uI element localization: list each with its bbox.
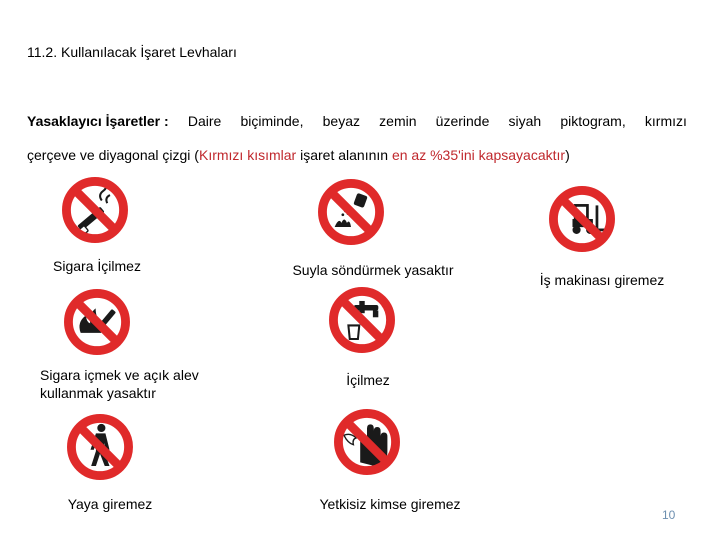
intro-word: üzerinde [435, 113, 490, 129]
intro-word: kırmızı [644, 113, 687, 129]
not-drinkable-icon [328, 286, 396, 354]
highlight-red-parts: Kırmızı kısımlar [198, 147, 297, 163]
no-pedestrians-icon [66, 413, 134, 481]
sign-caption: Sigara içmek ve açık alev kullanmak yasaktır [40, 367, 199, 401]
intro-word: piktogram, [560, 113, 626, 129]
intro-colon: : [164, 113, 169, 129]
intro-word: siyah [508, 113, 542, 129]
no-unauthorized-entry-icon [333, 408, 401, 476]
intro-word: Daire [187, 113, 222, 129]
page-heading: 11.2. Kullanılacak İşaret Levhaları [27, 44, 237, 60]
intro-word: beyaz [322, 113, 360, 129]
highlight-coverage: en az %35'ini kapsayacaktır [391, 147, 566, 163]
page-number: 10 [662, 508, 676, 522]
sign-caption: Sigara İçilmez [53, 258, 141, 274]
no-smoking-icon [61, 176, 129, 244]
intro-word: biçiminde, [240, 113, 304, 129]
intro-line-2: çerçeve ve diyagonal çizgi (Kırmızı kısımlar işaret alanının en az %35'ini kapsayacaktır) [27, 147, 570, 163]
no-open-flame-icon [63, 288, 131, 356]
intro-word: zemin [379, 113, 417, 129]
intro-paragraph [27, 104, 687, 172]
no-forklift-icon [548, 185, 616, 253]
no-water-extinguish-icon [317, 178, 385, 246]
intro-label: Yasaklayıcı İşaretler [27, 113, 161, 129]
sign-caption: İçilmez [346, 372, 390, 388]
sign-caption: Yaya giremez [67, 496, 153, 512]
sign-caption: İş makinası giremez [539, 272, 665, 288]
intro-line-1 [27, 104, 687, 138]
sign-caption: Yetkisiz kimse giremez [319, 496, 461, 512]
sign-caption: Suyla söndürmek yasaktır [292, 262, 454, 278]
